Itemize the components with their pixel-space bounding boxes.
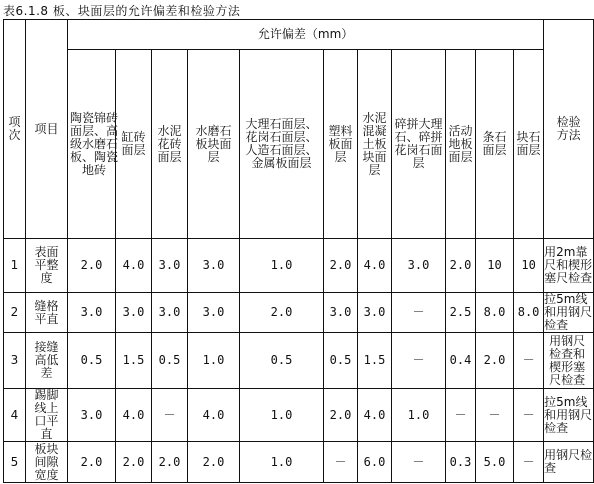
tolerance-value: 1.0 xyxy=(240,389,324,442)
tolerance-value: 3.0 xyxy=(324,293,358,333)
tolerance-value: 1.0 xyxy=(188,333,240,389)
column-header-label: 碎拼大理石、碎拼花岗石面层 xyxy=(394,117,443,170)
tolerance-value: 3.0 xyxy=(68,293,116,333)
row-number: 2 xyxy=(4,293,26,333)
tolerance-value: 2.0 xyxy=(476,333,514,389)
header-item xyxy=(26,20,68,239)
tolerance-value: 4.0 xyxy=(358,239,392,293)
tolerance-value: － xyxy=(514,442,544,483)
tolerance-value: 10 xyxy=(514,239,544,293)
tolerance-value: 10 xyxy=(476,239,514,293)
column-header-5 xyxy=(240,50,324,239)
column-header-label: 水泥花砖面层 xyxy=(157,123,182,164)
column-header-label: 缸砖面层 xyxy=(121,130,146,157)
tolerance-value: 4.0 xyxy=(188,389,240,442)
column-header-label: 水泥混凝土板块面层 xyxy=(362,110,387,177)
tolerance-value: 2.0 xyxy=(240,293,324,333)
tolerance-value: 3.0 xyxy=(188,293,240,333)
column-header-11 xyxy=(514,50,544,239)
column-header-10 xyxy=(476,50,514,239)
column-header-label: 水磨石板块面层 xyxy=(195,123,232,164)
tolerance-value: － xyxy=(392,442,446,483)
tolerance-value: 1.0 xyxy=(240,239,324,293)
tolerance-value: 0.5 xyxy=(324,333,358,389)
tolerance-value: － xyxy=(152,389,188,442)
tolerance-value: 5.0 xyxy=(476,442,514,483)
row-item xyxy=(26,239,68,293)
tolerance-value: 2.0 xyxy=(188,442,240,483)
column-header-label: 活动地板面层 xyxy=(448,123,473,164)
row-number: 1 xyxy=(4,239,26,293)
row-number: 4 xyxy=(4,389,26,442)
column-header-8 xyxy=(392,50,446,239)
tolerance-value: 0.4 xyxy=(446,333,476,389)
row-method xyxy=(544,239,594,293)
tolerance-value: 1.5 xyxy=(358,333,392,389)
tolerance-value: 3.0 xyxy=(152,239,188,293)
tolerance-value: － xyxy=(392,293,446,333)
column-header-label: 塑料板面层 xyxy=(328,123,353,164)
tolerance-value: 0.3 xyxy=(446,442,476,483)
tolerance-value: 2.0 xyxy=(446,239,476,293)
header-index xyxy=(4,20,26,239)
tolerance-value: 8.0 xyxy=(476,293,514,333)
column-header-6 xyxy=(324,50,358,239)
column-header-label: 条石面层 xyxy=(482,130,507,157)
row-method-label: 用2m靠尺和楔形塞尺检查 xyxy=(544,245,593,285)
header-item-label: 项目 xyxy=(34,121,59,136)
row-number: 5 xyxy=(4,442,26,483)
row-item-label: 板块间隙宽度 xyxy=(34,441,59,482)
table-row xyxy=(4,442,594,483)
row-method xyxy=(544,389,594,442)
tolerance-value: 3.0 xyxy=(392,239,446,293)
table-row xyxy=(4,239,594,293)
tolerance-value: － xyxy=(392,333,446,389)
tolerance-value: 2.0 xyxy=(68,239,116,293)
header-method xyxy=(544,20,594,239)
row-item xyxy=(26,333,68,389)
header-tolerance-group xyxy=(68,20,544,50)
header-index-label: 项次 xyxy=(8,115,21,142)
tolerance-value: 1.5 xyxy=(116,333,152,389)
row-item-label: 表面平整度 xyxy=(34,245,59,285)
tolerance-value: 3.0 xyxy=(68,389,116,442)
tolerance-value: 1.0 xyxy=(392,389,446,442)
row-number: 3 xyxy=(4,333,26,389)
table-row xyxy=(4,293,594,333)
column-header-3 xyxy=(152,50,188,239)
tolerance-value: 2.0 xyxy=(324,389,358,442)
column-header-7 xyxy=(358,50,392,239)
tolerance-value: 4.0 xyxy=(358,389,392,442)
tolerance-value: － xyxy=(514,333,544,389)
tolerance-value: 4.0 xyxy=(116,239,152,293)
row-method xyxy=(544,442,594,483)
tolerance-value: 2.0 xyxy=(68,442,116,483)
tolerance-value: 3.0 xyxy=(116,293,152,333)
row-item xyxy=(26,389,68,442)
row-item xyxy=(26,442,68,483)
tolerance-table xyxy=(3,19,594,483)
tolerance-value: － xyxy=(476,389,514,442)
tolerance-value: 2.0 xyxy=(152,442,188,483)
tolerance-value: 0.5 xyxy=(152,333,188,389)
tolerance-value: 1.0 xyxy=(240,442,324,483)
column-header-label: 块石面层 xyxy=(516,130,541,157)
tolerance-value: 4.0 xyxy=(116,389,152,442)
header-method-label: 检验方法 xyxy=(556,115,581,142)
row-item xyxy=(26,293,68,333)
row-method-label: 用钢尺检查 xyxy=(544,448,593,475)
row-method-label: 用钢尺检查和楔形塞尺检查 xyxy=(549,333,586,387)
column-header-label: 陶瓷锦砖面层、高级水磨石板、陶瓷地砖 xyxy=(69,110,118,177)
tolerance-value: 3.0 xyxy=(188,239,240,293)
tolerance-value: 3.0 xyxy=(152,293,188,333)
table-row xyxy=(4,333,594,389)
tolerance-value: － xyxy=(324,442,358,483)
column-header-1 xyxy=(68,50,116,239)
row-item-label: 接缝高低差 xyxy=(34,340,59,380)
column-header-4 xyxy=(188,50,240,239)
tolerance-value: － xyxy=(514,389,544,442)
tolerance-value: 0.5 xyxy=(68,333,116,389)
table-row xyxy=(4,389,594,442)
row-method-label: 拉5m线和用钢尺检查 xyxy=(544,292,593,332)
header-tolerance-label: 允许偏差（mm） xyxy=(257,27,354,41)
tolerance-value: 2.5 xyxy=(446,293,476,333)
tolerance-value: 3.0 xyxy=(358,293,392,333)
row-method xyxy=(544,333,594,389)
column-header-label: 大理石面层、花岗石面层、人造石面层、金属板面层 xyxy=(245,117,318,170)
row-method xyxy=(544,293,594,333)
column-header-2 xyxy=(116,50,152,239)
tolerance-value: 8.0 xyxy=(514,293,544,333)
table-caption: 表6.1.8 板、块面层的允许偏差和检验方法 xyxy=(3,4,241,18)
row-method-label: 拉5m线和用钢尺检查 xyxy=(544,394,593,435)
tolerance-value: 0.5 xyxy=(240,333,324,389)
tolerance-value: 2.0 xyxy=(116,442,152,483)
row-item-label: 缝格平直 xyxy=(34,298,59,326)
tolerance-value: － xyxy=(446,389,476,442)
tolerance-value: 6.0 xyxy=(358,442,392,483)
column-header-9 xyxy=(446,50,476,239)
tolerance-value: 2.0 xyxy=(324,239,358,293)
row-item-label: 踢脚线上口平直 xyxy=(34,388,59,441)
